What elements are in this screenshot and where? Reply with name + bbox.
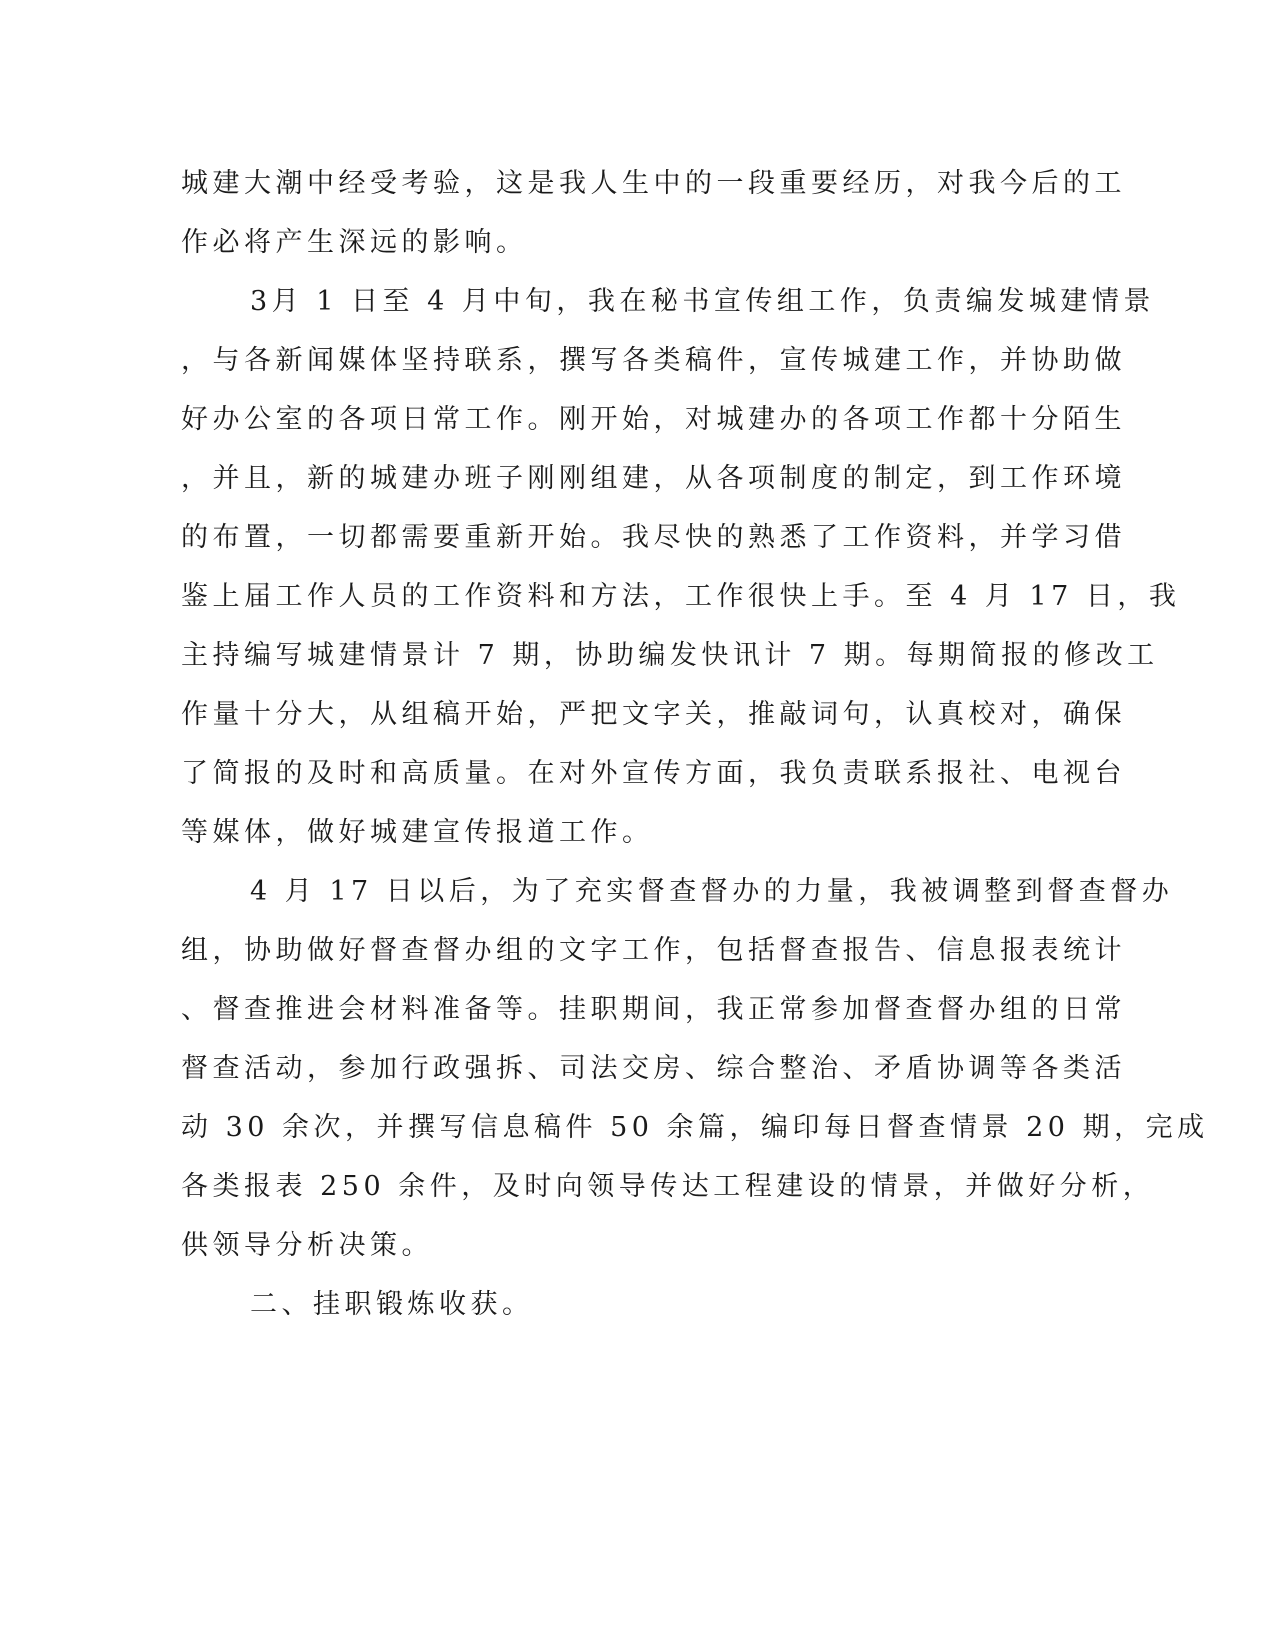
section-heading: 二、挂职锻炼收获。 (250, 1289, 534, 1320)
text-line: 、督查推进会材料准备等。挂职期间，我正常参加督查督办组的日常 (181, 994, 1126, 1025)
text-line: 作量十分大，从组稿开始，严把文字关，推敲词句，认真校对，确保 (181, 699, 1126, 730)
text-line: 供领导分析决策。 (181, 1230, 433, 1261)
text-line: 各类报表 250 余件，及时向领导传达工程建设的情景，并做好分析， (181, 1171, 1155, 1202)
text-line: 等媒体，做好城建宣传报道工作。 (181, 817, 654, 848)
text-line: 组，协助做好督查督办组的文字工作，包括督查报告、信息报表统计 (181, 935, 1126, 966)
text-line: 动 30 余次，并撰写信息稿件 50 余篇，编印每日督查情景 20 期，完成 (181, 1112, 1209, 1143)
text-line: ，与各新闻媒体坚持联系，撰写各类稿件，宣传城建工作，并协助做 (181, 345, 1126, 376)
text-line: 4 月 17 日以后，为了充实督查督办的力量，我被调整到督查督办 (250, 876, 1174, 907)
text-line: ，并且，新的城建办班子刚刚组建，从各项制度的制定，到工作环境 (181, 463, 1126, 494)
text-line: 的布置，一切都需要重新开始。我尽快的熟悉了工作资料，并学习借 (181, 522, 1126, 553)
text-line: 3月 1 日至 4 月中旬，我在秘书宣传组工作，负责编发城建情景 (250, 286, 1155, 317)
text-line: 了简报的及时和高质量。在对外宣传方面，我负责联系报社、电视台 (181, 758, 1126, 789)
text-line: 督查活动，参加行政强拆、司法交房、综合整治、矛盾协调等各类活 (181, 1053, 1126, 1084)
text-line: 主持编写城建情景计 7 期，协助编发快讯计 7 期。每期简报的修改工 (181, 640, 1159, 671)
text-line: 作必将产生深远的影响。 (181, 227, 528, 258)
text-line: 好办公室的各项日常工作。刚开始，对城建办的各项工作都十分陌生 (181, 404, 1126, 435)
text-line: 鉴上届工作人员的工作资料和方法，工作很快上手。至 4 月 17 日，我 (181, 581, 1181, 612)
text-line: 城建大潮中经受考验，这是我人生中的一段重要经历，对我今后的工 (181, 168, 1126, 199)
